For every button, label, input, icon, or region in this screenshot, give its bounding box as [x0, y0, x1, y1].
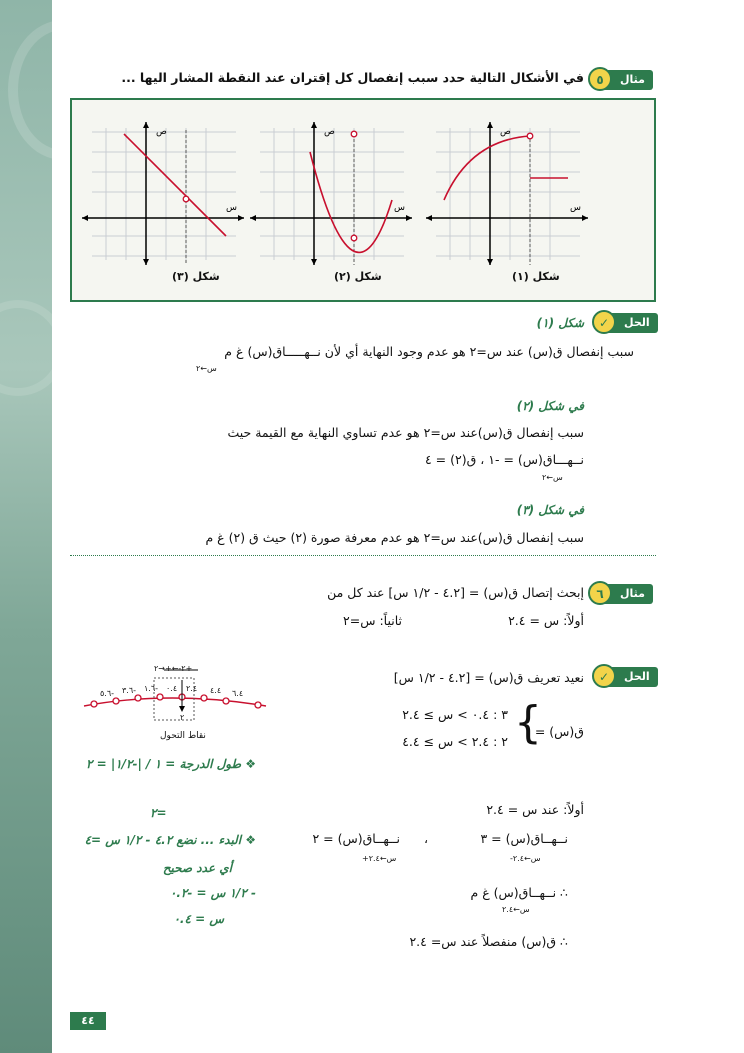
number-line-label-5: ١.٦- — [144, 684, 159, 693]
decorative-margin — [0, 0, 52, 1053]
first-point-title: أولاً: عند س = ٢.٤ — [486, 802, 584, 817]
example-number: ٥ — [588, 67, 612, 91]
integer-note: أي عدد صحيح — [162, 861, 232, 875]
section-divider — [70, 555, 656, 556]
case2-title: في شكل (٢) — [516, 399, 584, 413]
left-limit: نــهــاق(س) = ٣ — [480, 831, 568, 846]
therefore-limit-subscript: س←٢.٤ — [502, 905, 530, 914]
svg-text:س: س — [226, 203, 237, 213]
solution-tag-label: الحل — [624, 316, 650, 329]
piece-2: ٢ : ٢.٤ > س ≥ ٤.٤ — [402, 734, 508, 749]
solution6-badge: ✓ — [592, 664, 616, 688]
piece-1: ٣ : ٠.٤ > س ≥ ٢.٤ — [402, 707, 508, 722]
step-length-note: ❖ طول الدرجة = ١ / |-١/٢| = ٢ — [85, 757, 256, 771]
solution-badge: ✓ — [592, 310, 616, 334]
solution6-tag-label: الحل — [624, 670, 650, 683]
right-limit-subscript: س←٢.٤+ — [362, 854, 397, 863]
example6-tag-label: مثال — [620, 587, 645, 600]
example6-tag — [598, 584, 653, 604]
figure-1-graph — [420, 100, 600, 304]
case1-text: سبب إنفصال ق(س) عند س=٢ هو عدم وجود النهاية أي لأن نــهـــــاق(س) غ م — [224, 344, 634, 359]
svg-text:س: س — [394, 203, 405, 213]
case2-values: نــهـــاق(س) = -١ ، ق(٢) = ٤ — [424, 452, 584, 467]
solution6-tag — [598, 667, 658, 687]
case1-subscript: س←٢ — [196, 364, 217, 373]
number-line-label-2: ٤.٤ — [210, 686, 222, 695]
example-tag-label: مثال — [620, 73, 645, 86]
jump-value: ٢ — [180, 713, 185, 722]
case2-subscript: س←٢ — [542, 473, 563, 482]
jump-label: ٢-←+→٢+ — [154, 664, 193, 673]
limit-separator: ، — [424, 831, 429, 846]
example6-prompt: إبحث إتصال ق(س) = [٤.٢ - ١/٢ س] عند كل من — [327, 585, 584, 600]
example6-second: ثانياً: س=٢ — [343, 613, 402, 628]
case3-text: سبب إنفصال ق(س)عند س=٢ هو عدم معرفة صورة (٢) حيث ق (٢) غ م — [205, 530, 584, 545]
step-a-note: - ١/٢ س = -٠.٢ — [169, 886, 256, 900]
example-tag — [598, 70, 653, 90]
step-b-note: س = ٠.٤ — [173, 912, 224, 926]
left-limit-subscript: س←٢.٤- — [510, 854, 541, 863]
right-limit: نــهــاق(س) = ٢ — [312, 831, 400, 846]
figure-3-caption: شكل (٣) — [172, 270, 220, 283]
example6-number: ٦ — [588, 581, 612, 605]
figure-2-caption: شكل (٢) — [334, 270, 382, 283]
figure-1-caption: شكل (١) — [512, 270, 560, 283]
number-line-label-7: ٥.٦- — [100, 689, 115, 698]
case2-text: سبب إنفصال ق(س)عند س=٢ هو عدم تساوي النهاية مع القيمة حيث — [227, 425, 584, 440]
case1-title: شكل (١) — [536, 316, 584, 330]
case3-title: في شكل (٣) — [516, 503, 584, 517]
start-note: ❖ البدء ... نضع ٤.٢ - ١/٢ س =٤ — [84, 833, 256, 847]
number-line-label-1: ٦.٤ — [232, 689, 244, 698]
number-line-label-3: ٢.٤ — [186, 684, 198, 693]
therefore-discontinuous: ∴ ق(س) منفصلاً عند س= ٢.٤ — [409, 934, 568, 949]
piecewise-fx: ق(س) = — [534, 724, 584, 739]
piecewise-brace: { — [514, 697, 542, 748]
svg-text:ص: ص — [500, 127, 511, 137]
solution-tag — [598, 313, 658, 333]
figure-3-graph — [76, 100, 256, 304]
example-prompt: في الأشكال التالية حدد سبب إنفصال كل إقتران عند النقطة المشار اليها ... — [121, 70, 584, 85]
page-number: ٤٤ — [70, 1012, 106, 1030]
eq2-note: =٢ — [150, 806, 167, 820]
svg-text:ص: ص — [156, 127, 167, 137]
svg-text:س: س — [570, 203, 581, 213]
number-line-label-6: ٣.٦- — [122, 686, 137, 695]
redefine-line: نعيد تعريف ق(س) = [٤.٢ - ١/٢ س] — [393, 670, 584, 685]
therefore-limit: ∴ نــهــاق(س) غ م — [470, 885, 568, 900]
svg-text:ص: ص — [324, 127, 335, 137]
number-line-caption: نقاط التحول — [160, 731, 206, 741]
example6-first: أولاً: س = ٢.٤ — [508, 613, 584, 628]
number-line-label-4: ٠.٤ — [166, 684, 178, 693]
graphs-panel — [70, 98, 656, 302]
